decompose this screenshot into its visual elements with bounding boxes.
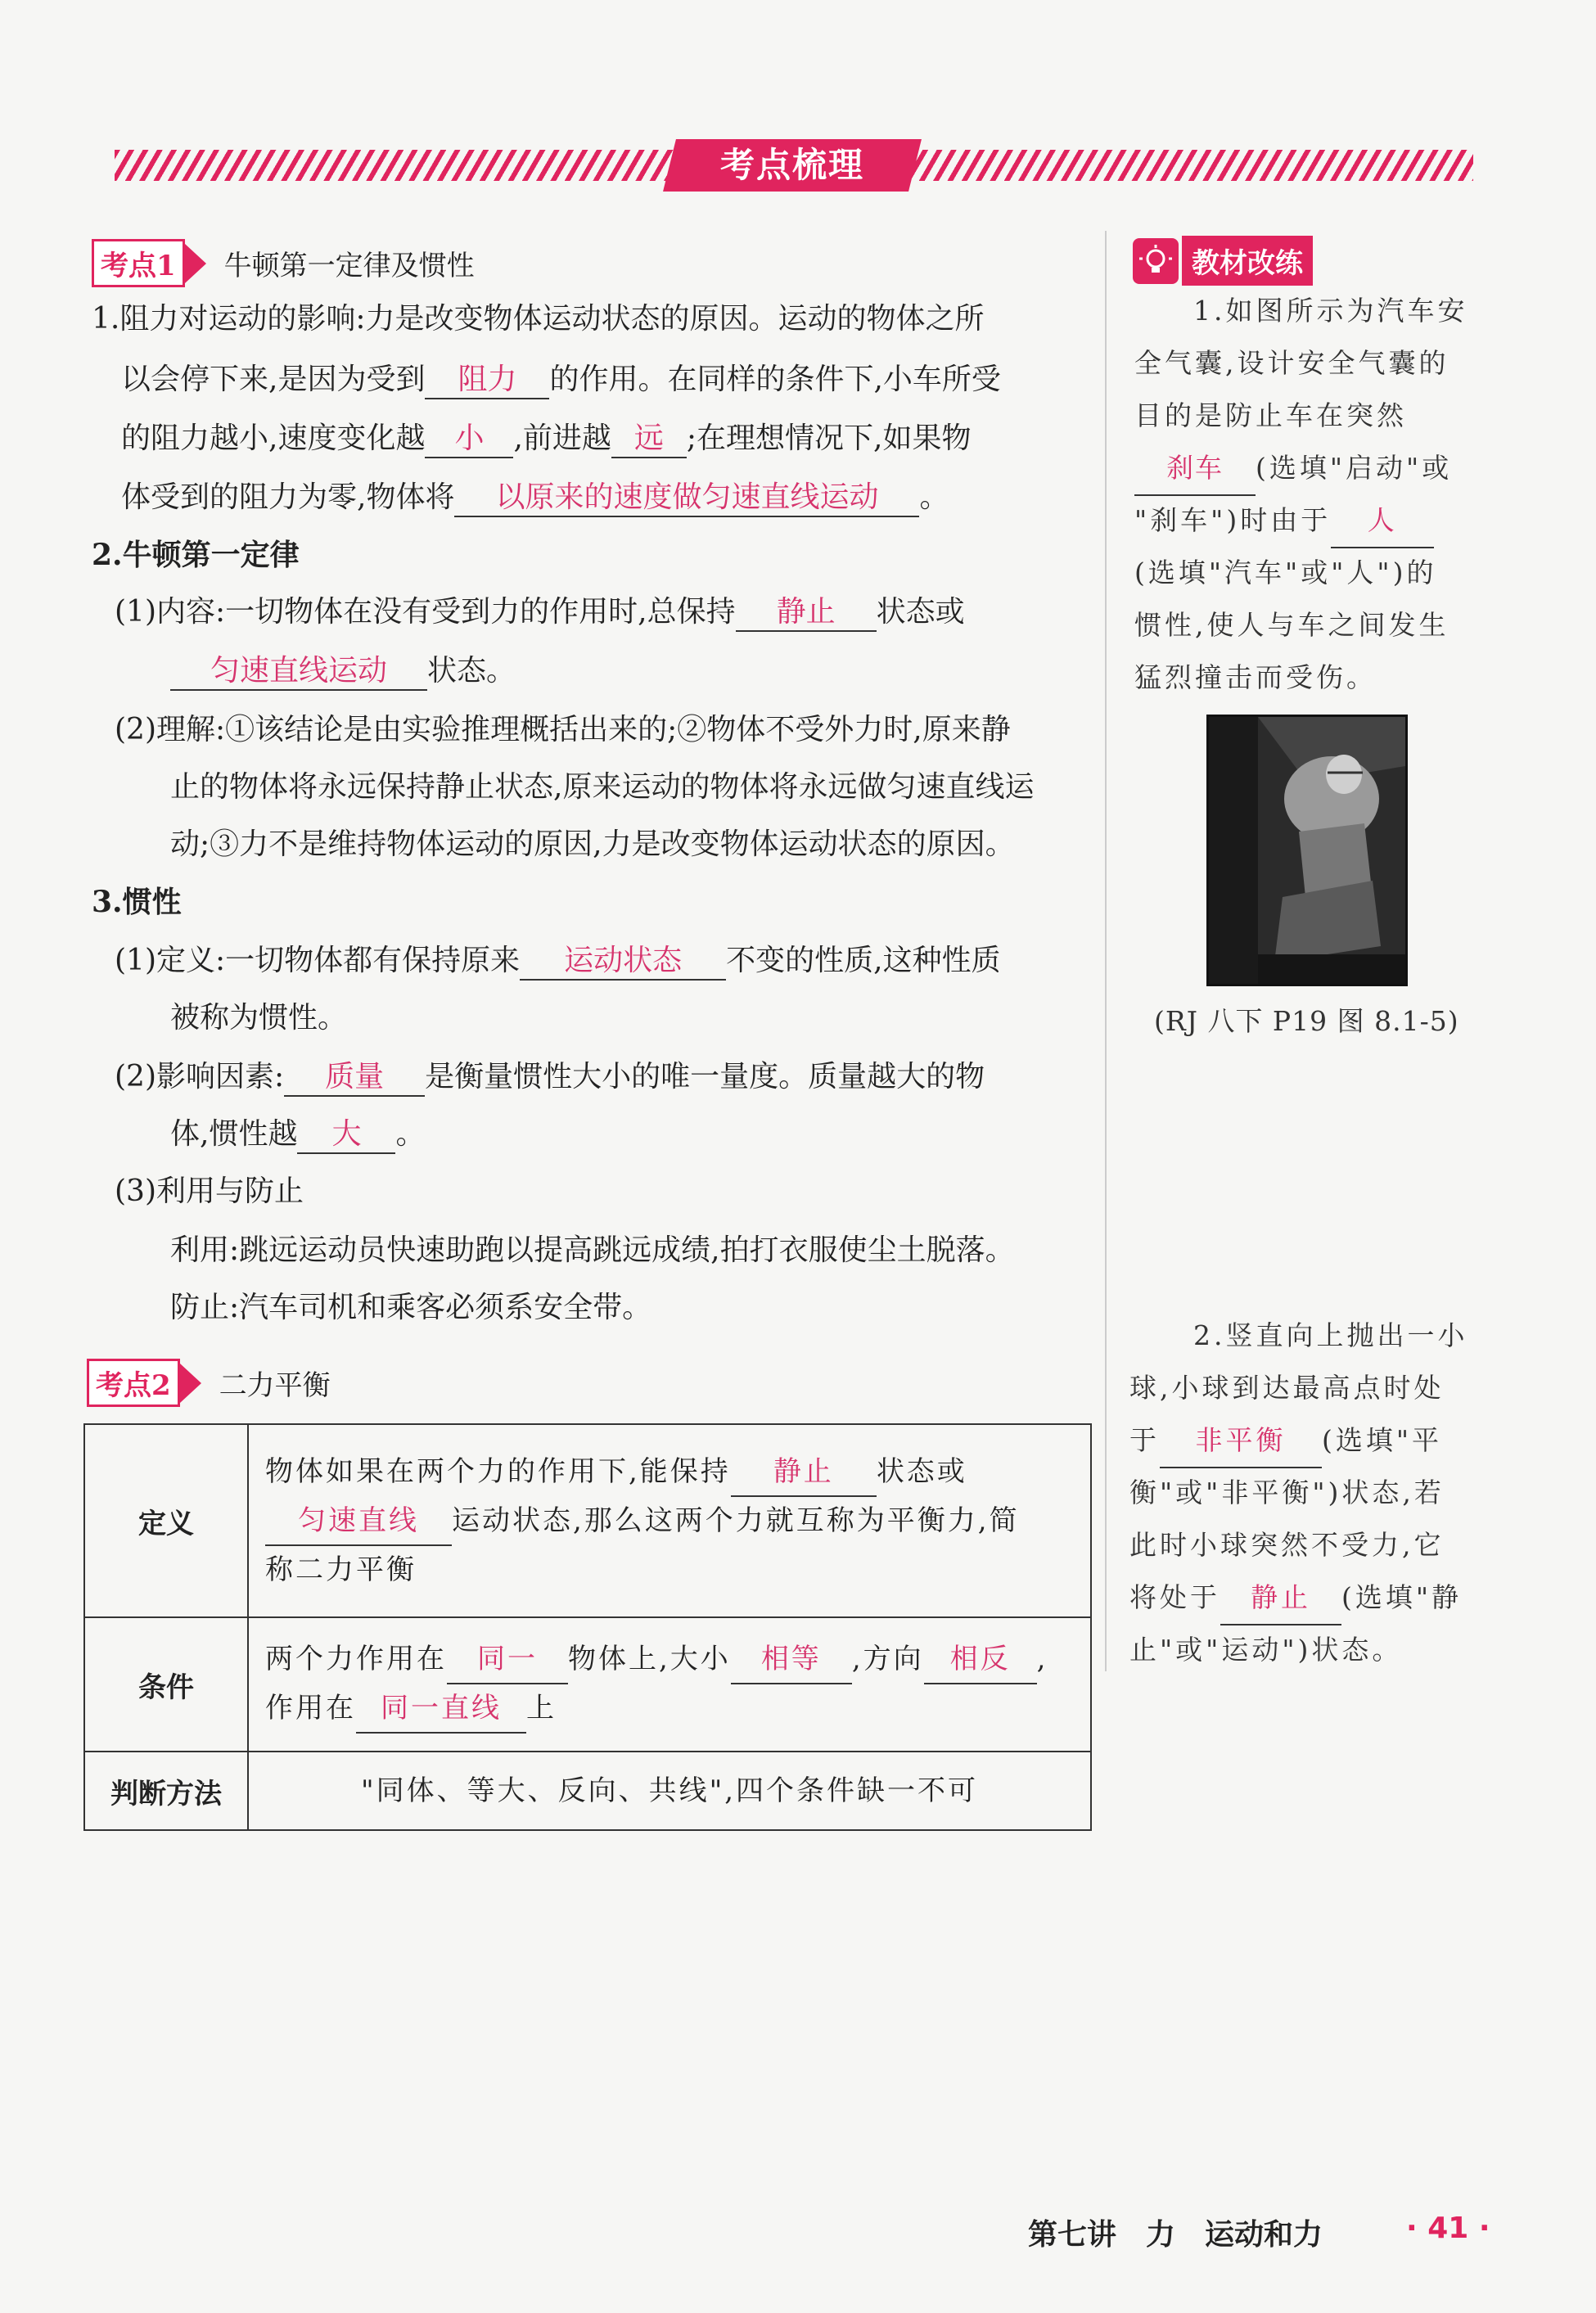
answer-blank: 人 bbox=[1331, 494, 1434, 548]
line-text: 1.如图所示为汽车安 bbox=[1193, 295, 1468, 327]
side-line bbox=[1134, 390, 1407, 442]
cell-text: 两个力作用在 bbox=[265, 1643, 447, 1675]
line-text: 1.阻力对运动的影响:力是改变物体运动状态的原因。运动的物体之所 bbox=[92, 302, 985, 336]
table-row bbox=[84, 1752, 1091, 1830]
line-text: ;在理想情况下,如果物 bbox=[686, 422, 972, 455]
sidebar-tag: 教材改练 bbox=[1182, 236, 1313, 286]
line-text: 。 bbox=[919, 480, 949, 514]
line-text: 惯性,使人与车之间发生 bbox=[1134, 609, 1449, 641]
text-line bbox=[170, 653, 516, 691]
text-line bbox=[170, 769, 1034, 805]
chapter-title: 第七讲 力 运动和力 bbox=[1028, 2218, 1323, 2252]
arrow-icon bbox=[180, 1364, 201, 1403]
answer-blank: 以原来的速度做匀速直线运动 bbox=[454, 480, 919, 517]
sidebar-divider bbox=[1105, 231, 1107, 1671]
line-text: (选填"启动"或 bbox=[1256, 452, 1453, 484]
line-text: 2.牛顿第一定律 bbox=[92, 538, 300, 572]
cell-text: 上 bbox=[526, 1692, 557, 1725]
photo-caption bbox=[1154, 995, 1459, 1048]
answer-blank: 远 bbox=[611, 421, 687, 458]
row-header: 定义 bbox=[84, 1424, 248, 1617]
line-text: (RJ 八下 P19 图 8.1-5) bbox=[1154, 1005, 1459, 1037]
line-text: ,前进越 bbox=[513, 422, 611, 455]
answer-blank: 静止 bbox=[1220, 1571, 1341, 1625]
line-text: 此时小球突然不受力,它 bbox=[1129, 1529, 1445, 1561]
text-line bbox=[170, 827, 1015, 863]
text-line bbox=[121, 480, 949, 517]
airbag-photo bbox=[1206, 715, 1408, 986]
page-number: · 41 · bbox=[1406, 2212, 1490, 2245]
answer-blank: 静止 bbox=[731, 1448, 877, 1497]
answer-blank: 静止 bbox=[736, 594, 877, 632]
answer-blank: 匀速直线 bbox=[265, 1497, 452, 1546]
line-text: 将处于 bbox=[1129, 1581, 1220, 1613]
line-text: 猛烈撞击而受伤。 bbox=[1134, 661, 1377, 693]
line-text: 防止:汽车司机和乘客必须系安全带。 bbox=[170, 1291, 652, 1324]
table-row bbox=[84, 1617, 1091, 1752]
banner-hatch-left bbox=[115, 150, 679, 181]
table-row bbox=[84, 1424, 1091, 1617]
side-line bbox=[1193, 285, 1468, 337]
line-text: 球,小球到达最高点时处 bbox=[1129, 1372, 1445, 1404]
cell-text: "同体、等大、反向、共线",四个条件缺一不可 bbox=[360, 1774, 979, 1807]
cell-text: ,方向 bbox=[851, 1643, 924, 1675]
line-text: 被称为惯性。 bbox=[170, 1001, 348, 1035]
line-text: "刹车")时由于 bbox=[1134, 504, 1332, 536]
line-text: 以会停下来,是因为受到 bbox=[121, 363, 426, 396]
line-text: (选填"平 bbox=[1322, 1424, 1443, 1456]
line-text: 状态。 bbox=[427, 654, 516, 688]
row-content bbox=[248, 1752, 1091, 1830]
text-line bbox=[115, 1059, 985, 1097]
lightbulb-icon bbox=[1133, 238, 1179, 284]
answer-blank: 运动状态 bbox=[520, 943, 726, 981]
section2-tag: 考点2 bbox=[87, 1359, 180, 1407]
text-line bbox=[115, 1174, 304, 1210]
line-text: 不变的性质,这种性质 bbox=[726, 944, 1001, 977]
line-text: 的阻力越小,速度变化越 bbox=[121, 422, 426, 455]
cell-text: 物体上,大小 bbox=[568, 1643, 731, 1675]
text-line bbox=[170, 1233, 1015, 1269]
cell-text: 称二力平衡 bbox=[265, 1553, 417, 1586]
answer-blank: 相等 bbox=[731, 1635, 852, 1684]
side-line bbox=[1134, 599, 1449, 652]
cell-text: 作用在 bbox=[265, 1692, 356, 1725]
line-text: 利用:跳远运动员快速助跑以提高跳远成绩,拍打衣服使尘土脱落。 bbox=[170, 1233, 1015, 1267]
section1-tag: 考点1 bbox=[92, 239, 185, 287]
answer-blank: 大 bbox=[297, 1116, 395, 1154]
line-text: 3.惯性 bbox=[92, 885, 182, 919]
section1-heading bbox=[92, 239, 475, 287]
side-line bbox=[1134, 652, 1377, 704]
line-text: 于 bbox=[1129, 1424, 1160, 1456]
answer-blank: 质量 bbox=[284, 1059, 425, 1097]
line-text: 状态或 bbox=[876, 595, 965, 629]
text-line bbox=[121, 421, 971, 458]
side-line bbox=[1193, 1310, 1468, 1362]
answer-blank: 刹车 bbox=[1134, 442, 1256, 496]
row-header: 判断方法 bbox=[84, 1752, 248, 1830]
side-line bbox=[1134, 442, 1452, 496]
text-line bbox=[115, 943, 1001, 981]
answer-blank: 小 bbox=[425, 421, 513, 458]
cell-text: 运动状态,那么这两个力就互称为平衡力,简 bbox=[452, 1504, 1020, 1537]
cell-text: 物体如果在两个力的作用下,能保持 bbox=[265, 1455, 731, 1488]
line-text: (1)定义:一切物体都有保持原来 bbox=[115, 944, 521, 977]
line-text: (选填"静 bbox=[1341, 1581, 1463, 1613]
line-text: 是衡量惯性大小的唯一量度。质量越大的物 bbox=[425, 1060, 985, 1093]
banner-title: 考点梳理 bbox=[719, 145, 864, 185]
text-line bbox=[121, 362, 1001, 399]
arrow-icon bbox=[185, 244, 206, 283]
line-text: 止的物体将永远保持静止状态,原来运动的物体将永远做匀速直线运 bbox=[170, 770, 1035, 804]
cell-text: , bbox=[1036, 1643, 1048, 1675]
text-line bbox=[92, 301, 984, 337]
side-line bbox=[1134, 494, 1434, 548]
side-line bbox=[1129, 1571, 1462, 1625]
side-line bbox=[1129, 1362, 1445, 1414]
section1-title: 牛顿第一定律及惯性 bbox=[223, 250, 475, 282]
line-text: 2.竖直向上抛出一小 bbox=[1193, 1319, 1468, 1351]
section2-heading bbox=[87, 1359, 331, 1407]
side-line bbox=[1129, 1624, 1402, 1676]
answer-blank: 同一直线 bbox=[356, 1684, 526, 1734]
line-text: 全气囊,设计安全气囊的 bbox=[1134, 347, 1449, 379]
banner-hatch-right bbox=[908, 150, 1473, 181]
side-line bbox=[1129, 1414, 1442, 1468]
text-line bbox=[115, 594, 965, 632]
line-text: 。 bbox=[395, 1117, 426, 1151]
answer-blank: 匀速直线运动 bbox=[170, 653, 427, 691]
subheading bbox=[92, 537, 300, 573]
line-text: 的作用。在同样的条件下,小车所受 bbox=[549, 363, 1001, 396]
line-text: (1)内容:一切物体在没有受到力的作用时,总保持 bbox=[115, 595, 736, 629]
row-content bbox=[248, 1617, 1091, 1752]
text-line bbox=[170, 1290, 651, 1326]
line-text: 止"或"运动")状态。 bbox=[1129, 1634, 1403, 1666]
line-text: 目的是防止车在突然 bbox=[1134, 399, 1407, 431]
line-text: 衡"或"非平衡")状态,若 bbox=[1129, 1477, 1445, 1508]
sidebar-heading bbox=[1133, 236, 1313, 286]
line-text: 动;③力不是维持物体运动的原因,力是改变物体运动状态的原因。 bbox=[170, 827, 1015, 861]
text-line bbox=[115, 712, 1011, 748]
line-text: 体受到的阻力为零,物体将 bbox=[121, 480, 455, 514]
row-content bbox=[248, 1424, 1091, 1617]
answer-blank: 阻力 bbox=[425, 362, 549, 399]
line-text: (2)影响因素: bbox=[115, 1060, 285, 1093]
side-line bbox=[1134, 337, 1449, 390]
text-line bbox=[170, 1000, 347, 1036]
text-line bbox=[170, 1116, 425, 1154]
subheading bbox=[92, 884, 182, 920]
balance-table bbox=[83, 1423, 1092, 1831]
side-line bbox=[1129, 1467, 1445, 1519]
answer-blank: 非平衡 bbox=[1160, 1414, 1322, 1468]
row-header: 条件 bbox=[84, 1617, 248, 1752]
side-line bbox=[1134, 547, 1436, 599]
answer-blank: 同一 bbox=[447, 1635, 568, 1684]
line-text: (2)理解:①该结论是由实验推理概括出来的;②物体不受外力时,原来静 bbox=[115, 713, 1011, 746]
answer-blank: 相反 bbox=[924, 1635, 1037, 1684]
section2-title: 二力平衡 bbox=[219, 1369, 331, 1402]
cell-text: 状态或 bbox=[876, 1455, 967, 1488]
side-line bbox=[1129, 1519, 1445, 1571]
line-text: 体,惯性越 bbox=[170, 1117, 298, 1151]
line-text: (3)利用与防止 bbox=[115, 1175, 304, 1208]
line-text: (选填"汽车"或"人")的 bbox=[1134, 557, 1437, 588]
